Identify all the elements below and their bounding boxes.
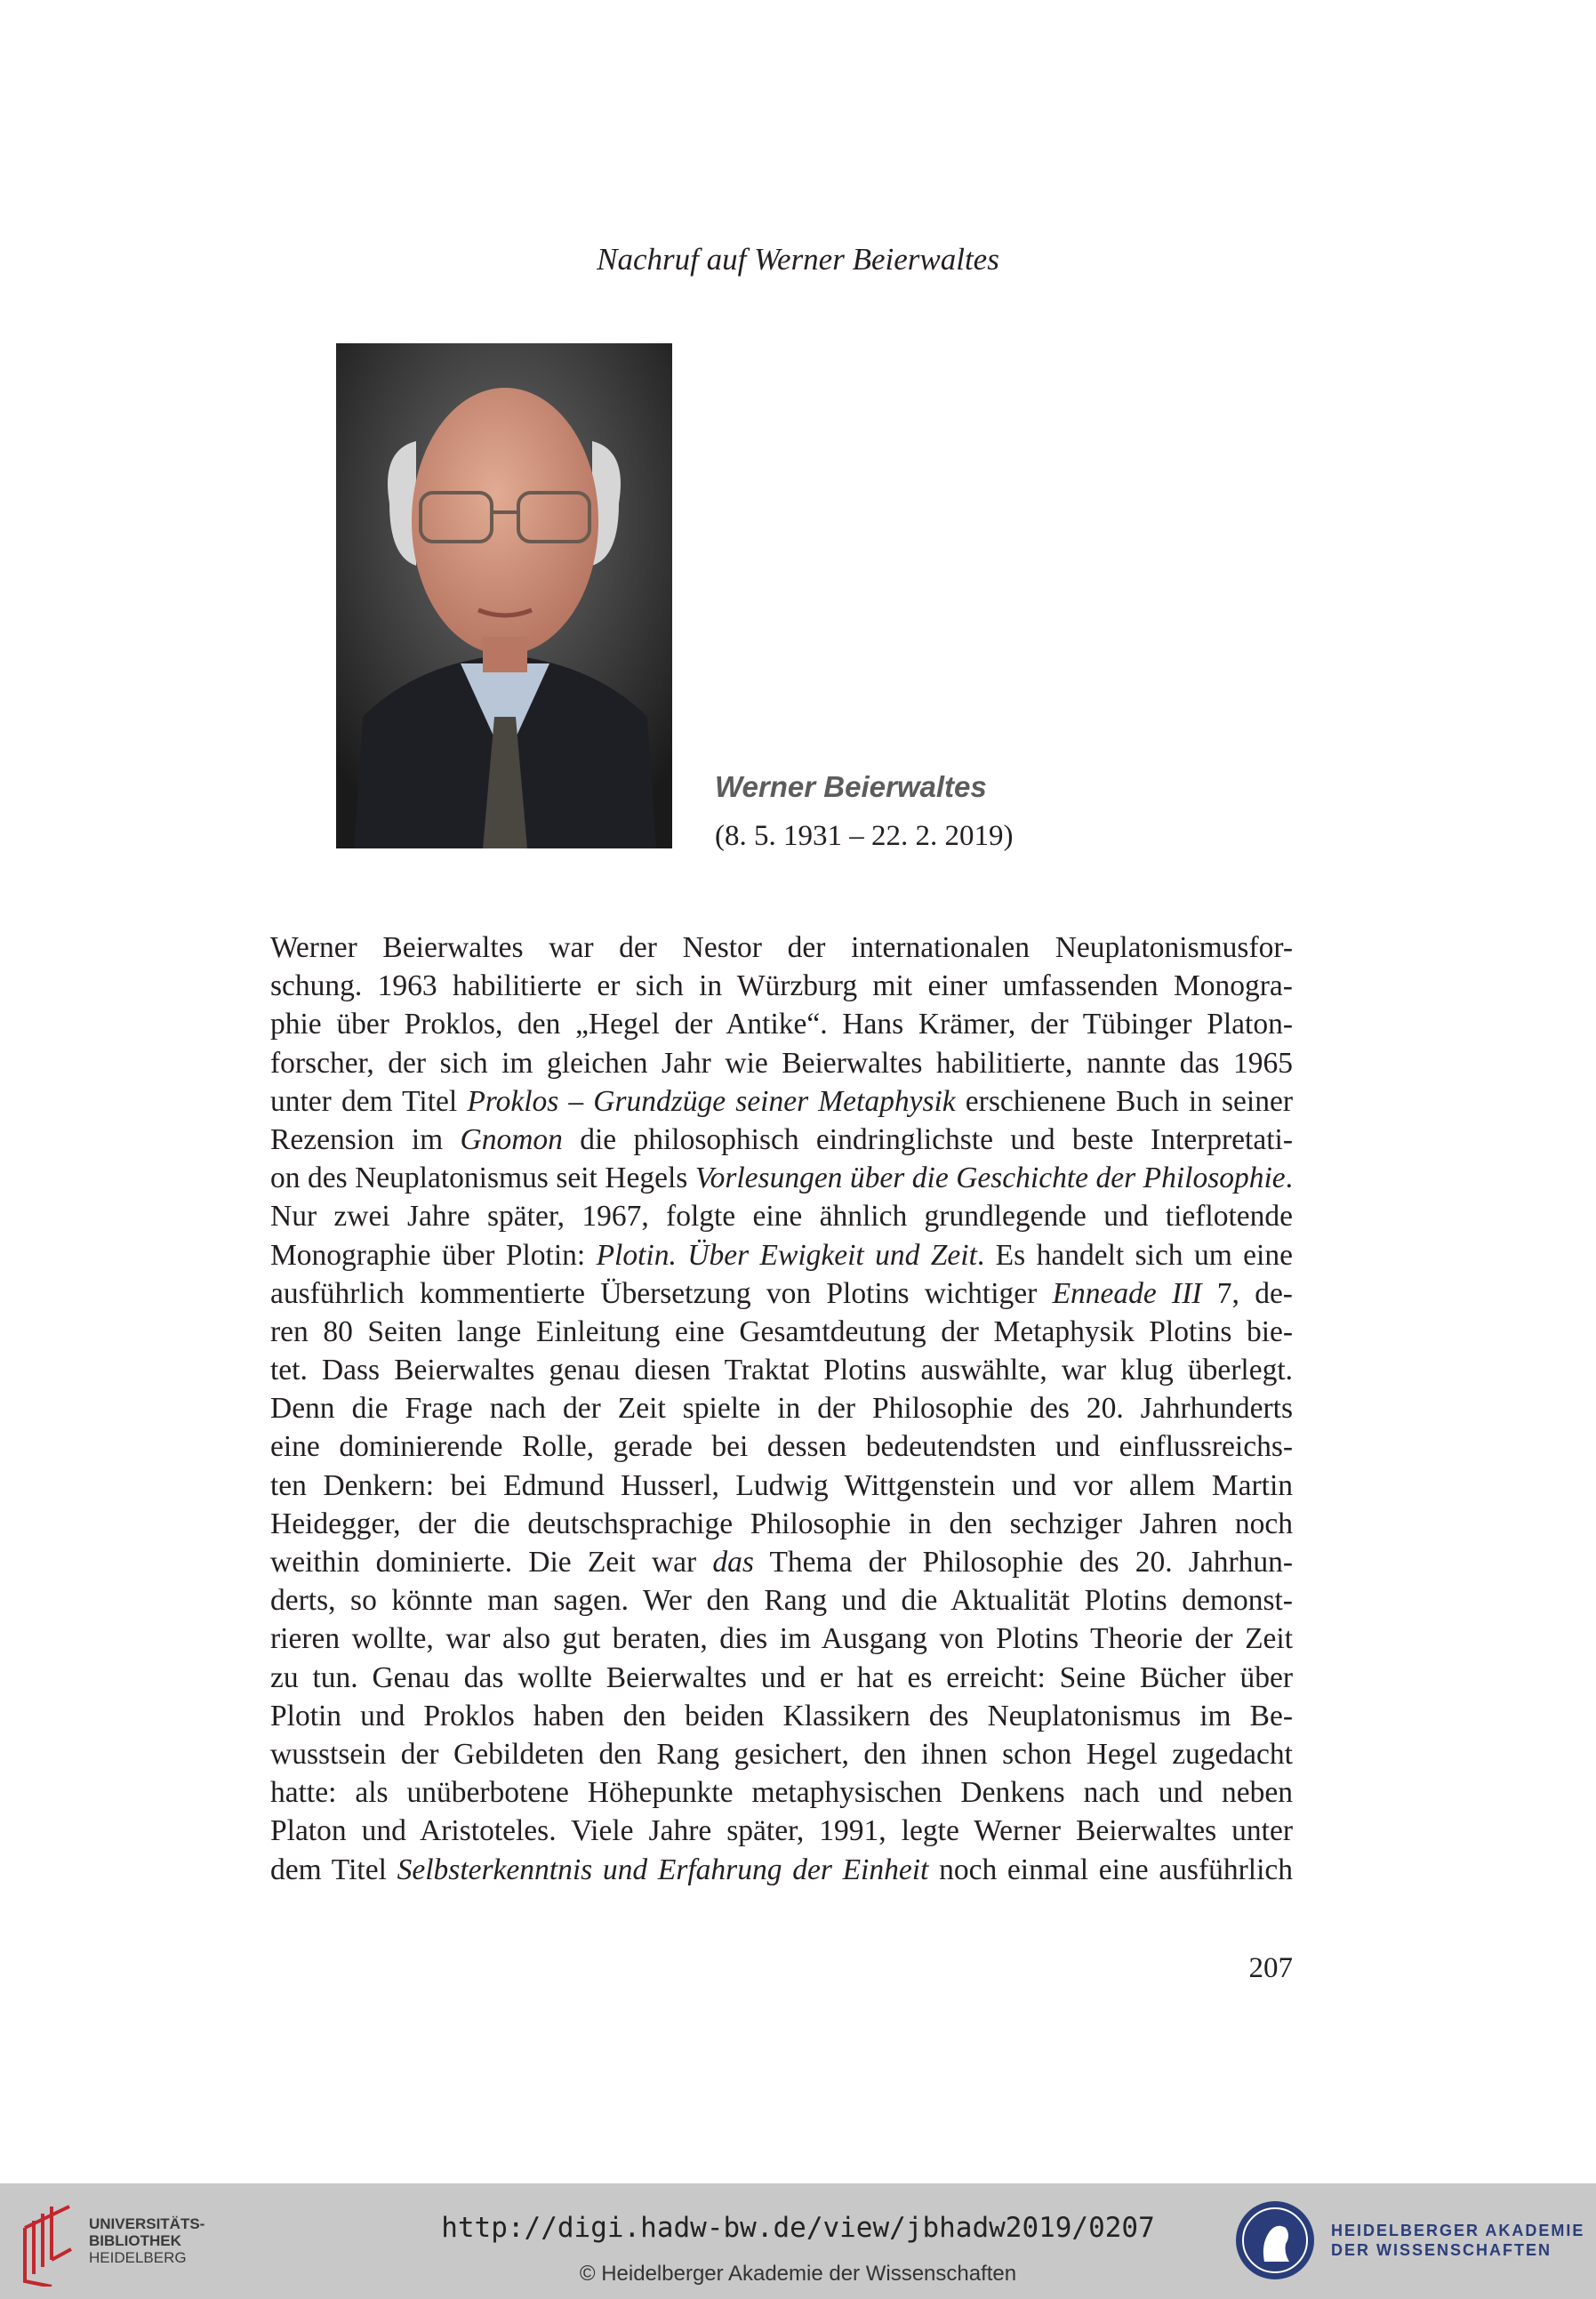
text-run: Nur zwei Jahre später, 1967, folgte eine ähnlich grundlegende und tieflotende — [270, 1200, 1294, 1234]
university-library-name: UNIVERSITÄTS- BIBLIOTHEK HEIDELBERG — [89, 2215, 205, 2266]
body-line — [270, 1543, 1293, 1581]
text-run: derts, so könnte man sagen. Wer den Rang und die Aktualität Plotins demonst- — [270, 1584, 1293, 1618]
body-line — [270, 1197, 1293, 1235]
italic-title: Vorlesungen über die Geschichte der Philosophie — [694, 1162, 1286, 1195]
body-line — [270, 1005, 1293, 1043]
text-run: ren 80 Seiten lange Einleitung eine Gesamtdeutung der Metaphysik Plotins bie- — [270, 1314, 1294, 1348]
caption-dates: (8. 5. 1931 – 22. 2. 2019) — [715, 820, 1014, 852]
italic-title: Selbsterkenntnis und Erfahrung der Einheit — [397, 1853, 929, 1886]
copyright-notice: © Heidelberger Akademie der Wissenschaften — [579, 2262, 1017, 2286]
text-run: forscher, der sich im gleichen Jahr wie Beierwaltes habilitierte, nannte das 1965 — [270, 1046, 1293, 1080]
body-line — [270, 1812, 1293, 1850]
text-run: Heidegger, der die deutschsprachige Philosophie in den sechziger Jahren noch — [270, 1507, 1294, 1540]
text-run: Rezension im — [270, 1122, 461, 1156]
body-line — [270, 1697, 1293, 1735]
body-line — [270, 967, 1293, 1005]
body-line — [270, 1121, 1293, 1159]
body-line — [270, 1082, 1293, 1121]
text-run: Plotin und Proklos haben den beiden Klassikern des Neuplatonismus im Be- — [270, 1699, 1293, 1732]
body-line — [270, 1236, 1293, 1274]
italic-title: Enneade III — [1052, 1276, 1202, 1310]
text-run: wusstsein der Gebildeten den Rang gesichert, den ihnen schon Hegel zugedacht — [270, 1737, 1293, 1771]
text-run: . Es handelt sich um eine — [976, 1238, 1293, 1272]
text-run: schung. 1963 habilitierte er sich in Würzburg mit einer umfassenden Monogra- — [270, 969, 1293, 1003]
body-line — [270, 1773, 1293, 1812]
body-line — [270, 1274, 1293, 1313]
text-run: tet. Dass Beierwaltes genau diesen Traktat Plotins auswählte, war klug überlegt. — [270, 1354, 1294, 1387]
body-line — [270, 1313, 1293, 1351]
source-url-link[interactable]: http://digi.hadw-bw.de/view/jbhadw2019/0207 — [441, 2212, 1155, 2244]
portrait-photo — [336, 343, 672, 848]
text-run: . — [1285, 1162, 1294, 1195]
body-line — [270, 1159, 1293, 1197]
text-run: phie über Proklos, den „Hegel der Antike“. Hans Krämer, der Tübinger Platon- — [270, 1008, 1293, 1041]
text-run: Thema der Philosophie des 20. Jahrhun- — [753, 1546, 1294, 1579]
text-run: ten Denkern: bei Edmund Husserl, Ludwig Wittgenstein und vor allem Martin — [270, 1468, 1294, 1502]
italic-title: Plotin. Über Ewigkeit und Zeit — [596, 1238, 977, 1272]
body-paragraph — [270, 928, 1293, 1889]
body-line — [270, 1851, 1293, 1889]
text-run: ausführlich kommentierte Übersetzung von Plotins wichtiger — [270, 1276, 1053, 1310]
italic-title: Proklos – Grundzüge seiner Metaphysik — [467, 1084, 956, 1118]
text-run: 7, de- — [1201, 1276, 1293, 1310]
text-run: Denn die Frage nach der Zeit spielte in der Philosophie des 20. Jahrhunderts — [270, 1392, 1293, 1426]
body-line — [270, 1351, 1293, 1389]
text-run: zu tun. Genau das wollte Beierwaltes und er hat es erreicht: Seine Bücher über — [270, 1660, 1293, 1694]
body-line — [270, 1735, 1293, 1773]
text-run: Monographie über Plotin: — [270, 1238, 597, 1272]
footer-bar — [0, 2183, 1596, 2299]
body-line — [270, 1581, 1293, 1620]
body-line — [270, 1427, 1293, 1466]
text-run: hatte: als unüberbotene Höhepunkte metaphysischen Denkens nach und neben — [270, 1776, 1293, 1810]
text-run: weithin dominierte. Die Zeit war — [270, 1546, 713, 1579]
body-line — [270, 1620, 1293, 1658]
running-title: Nachruf auf Werner Beierwaltes — [597, 242, 999, 277]
body-line — [270, 1505, 1293, 1543]
text-run: rieren wollte, war also gut beraten, dies im Ausgang von Plotins Theorie der Zeit — [270, 1622, 1294, 1656]
academy-seal-icon — [1234, 2199, 1316, 2281]
body-line — [270, 1659, 1293, 1697]
caption-name: Werner Beierwaltes — [715, 770, 987, 803]
text-run: erschienene Buch in seiner — [955, 1084, 1294, 1118]
text-run: unter dem Titel — [270, 1084, 468, 1118]
body-line — [270, 1389, 1293, 1427]
text-run: eine dominierende Rolle, gerade bei dessen bedeutendsten und einflussreichs- — [270, 1430, 1294, 1464]
academy-name: HEIDELBERGER AKADEMIE DER WISSENSCHAFTEN — [1331, 2222, 1585, 2259]
text-run: noch einmal eine ausführlich — [928, 1853, 1294, 1886]
text-run: on des Neuplatonismus seit Hegels — [270, 1162, 695, 1195]
page-number: 207 — [1248, 1952, 1293, 1984]
italic-title: Gnomon — [460, 1122, 563, 1156]
body-line — [270, 1467, 1293, 1505]
text-run: dem Titel — [270, 1853, 397, 1886]
italic-title: das — [712, 1546, 754, 1579]
text-run: Platon und Aristoteles. Viele Jahre später, 1991, legte Werner Beierwaltes unter — [270, 1814, 1293, 1848]
body-line — [270, 1044, 1293, 1082]
text-run: Werner Beierwaltes war der Nestor der internationalen Neuplatonismusfor- — [270, 931, 1294, 964]
body-line — [270, 928, 1293, 967]
text-run: die philosophisch eindringlichste und beste Interpretati- — [562, 1122, 1293, 1156]
